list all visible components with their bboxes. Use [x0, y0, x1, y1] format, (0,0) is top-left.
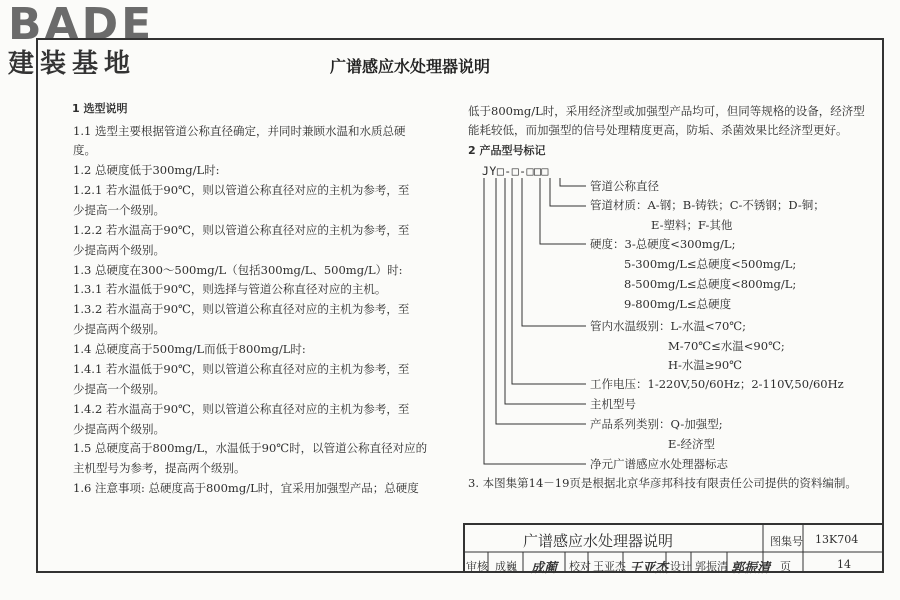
left-line: 1.2 总硬度低于300mg/L时:	[73, 163, 220, 177]
code-label: 9-800mg/L≤总硬度	[624, 297, 732, 311]
left-line: 1.2.1 若水温低于90℃，则以管道公称直径对应的主机为参考，至	[73, 183, 410, 197]
left-line: 1.4.2 若水温高于90℃，则以管道公称直径对应的主机为参考，至	[73, 402, 410, 416]
checker-signature: 王亚杰	[629, 561, 669, 576]
left-line: 少提高两个级别。	[73, 422, 165, 436]
leader-brand-mark	[484, 178, 586, 464]
left-line: 度。	[73, 143, 96, 157]
right-line: 低于800mg/L时，采用经济型或加强型产品均可，但同等规格的设备，经济型	[468, 104, 865, 118]
page-title: 广谱感应水处理器说明	[330, 57, 491, 76]
code-label: 管道公称直径	[590, 179, 659, 193]
left-line: 1.3.2 若水温高于90℃，则以管道公称直径对应的主机为参考，至	[73, 302, 410, 316]
logo-sub-text: 建装基地	[8, 49, 137, 79]
designer-name: 郭振清	[695, 560, 728, 573]
code-label: E-塑料；F-其他	[651, 218, 733, 232]
code-label: 工作电压：1-220V,50/60Hz；2-110V,50/60Hz	[590, 377, 844, 391]
left-line: 少提高一个级别。	[73, 203, 165, 217]
model-code-diagram	[478, 164, 598, 474]
code-label: H-水温≥90℃	[668, 358, 743, 372]
title-block-title: 广谱感应水处理器说明	[523, 532, 674, 550]
atlas-number-label: 图集号	[770, 535, 803, 548]
leader-voltage	[512, 178, 586, 384]
left-line: 少提高两个级别。	[73, 322, 165, 336]
left-line: 1.5 总硬度高于800mg/L，水温低于90℃时，以管道公称直径对应的	[73, 441, 428, 455]
atlas-number: 13K704	[815, 533, 859, 546]
left-line: 少提高两个级别。	[73, 243, 165, 257]
left-line: 1.4.1 若水温低于90℃，则以管道公称直径对应的主机为参考，至	[73, 362, 410, 376]
leader-material	[550, 178, 586, 206]
code-label: 8-500mg/L≤总硬度<800mg/L;	[624, 277, 797, 291]
leader-series	[496, 178, 586, 424]
review-label: 审核	[466, 560, 488, 573]
leader-diameter	[560, 178, 586, 186]
code-label: 净元广谱感应水处理器标志	[590, 457, 728, 471]
checker-name: 王亚杰	[593, 560, 626, 573]
note-3: 3. 本图集第14－19页是根据北京华彦邦科技有限责任公司提供的资料编制。	[468, 476, 857, 490]
logo-main-text: BADE	[8, 0, 155, 50]
left-line: 少提高一个级别。	[73, 382, 165, 396]
section-2-heading: 2 产品型号标记	[468, 144, 546, 157]
code-label: 管内水温级别：L-水温<70℃;	[590, 319, 747, 333]
left-line: 1.1 选型主要根据管道公称直径确定，并同时兼顾水温和水质总硬	[73, 124, 406, 138]
section-1-heading: 1 选型说明	[72, 102, 128, 115]
leader-host-model	[505, 178, 586, 404]
reviewer-name: 成巍	[495, 560, 517, 573]
left-line: 主机型号为参考，提高两个级别。	[73, 461, 246, 475]
code-label: 管道材质：A-钢；B-铸铁；C-不锈钢；D-铜；	[590, 198, 825, 212]
code-label: 主机型号	[590, 397, 636, 411]
title-block	[463, 523, 884, 576]
left-line: 1.3.1 若水温低于90℃，则选择与管道公称直径对应的主机。	[73, 282, 387, 296]
page-label: 页	[780, 560, 791, 573]
code-label: 产品系列类别：Q-加强型;	[590, 417, 723, 431]
design-label: 设计	[670, 560, 692, 573]
left-line: 1.6 注意事项: 总硬度高于800mg/L时，宜采用加强型产品；总硬度	[73, 481, 419, 495]
leader-hardness	[540, 178, 586, 244]
check-label: 校对	[569, 560, 591, 573]
page-number: 14	[837, 558, 851, 571]
code-label: M-70℃≤水温<90℃;	[668, 339, 785, 353]
leader-water-temp	[522, 178, 586, 326]
reviewer-signature: 成蔺	[531, 561, 558, 576]
designer-signature: 郭振清	[731, 561, 771, 576]
left-line: 1.2.2 若水温高于90℃，则以管道公称直径对应的主机为参考，至	[73, 223, 410, 237]
code-label: 5-300mg/L≤总硬度<500mg/L;	[624, 257, 797, 271]
model-code: JY□-□-□□□	[482, 164, 549, 178]
right-line: 能耗较低，而加强型的信号处理精度更高，防垢、杀菌效果比经济型更好。	[468, 123, 848, 137]
code-label: 硬度：3-总硬度<300mg/L;	[590, 237, 736, 251]
left-line: 1.3 总硬度在300～500mg/L（包括300mg/L、500mg/L）时:	[73, 263, 403, 277]
code-label: E-经济型	[668, 437, 715, 451]
left-line: 1.4 总硬度高于500mg/L而低于800mg/L时:	[73, 342, 306, 356]
